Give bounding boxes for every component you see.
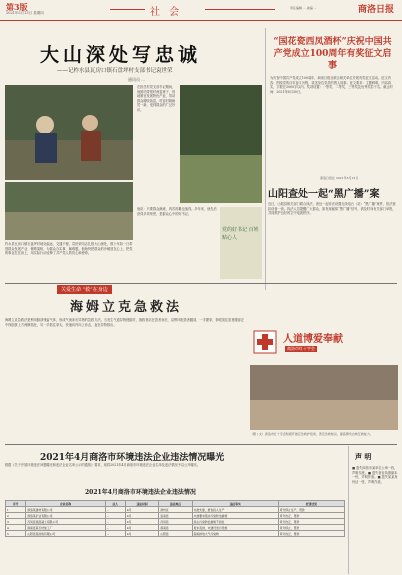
- masthead-bar: [0, 0, 402, 21]
- table-cell: 丹凤县某混凝土有限公司: [26, 519, 105, 525]
- env-col-header: 企业名称: [26, 501, 105, 507]
- table-cell: 未批先建，擅自投入生产: [192, 507, 278, 513]
- table-cell: 商州区: [159, 507, 192, 513]
- table-cell: ...: [105, 507, 125, 513]
- column-rule: [265, 28, 266, 290]
- article1-photo-3: [180, 85, 262, 203]
- table-cell: 责令停止，罚款: [278, 525, 344, 531]
- charity-photo: [250, 365, 398, 430]
- env-col-header: 法人: [105, 501, 125, 507]
- env-intro: 根据《关于开展环境违法问题曝光和违法企业名单公示的通知》要求，现将2021年4月商洛市环境违法企业名单及违法情况予以公开曝光。: [5, 463, 201, 467]
- env-col-header: 违法地点: [159, 501, 192, 507]
- table-cell: 4: [6, 525, 26, 531]
- table-row: [6, 531, 345, 537]
- article4-text: 海姆立克急救法是利用肺部残留气体，形成气流冲出异物的急救方法。当发生气道异物梗阻时，施救者站在患者身后，双臂环抱患者腰部，一手握拳，拳眼顶住患者腹部正中线肚脐上方两横指处，另一手抓住拳头，快速向内向上冲击，直至异物排出。: [5, 318, 245, 327]
- env-table: [5, 500, 345, 537]
- table-cell: 扬尘污染防治措施不到位: [192, 519, 278, 525]
- article1-photo: [5, 85, 133, 180]
- table-cell: 4月: [125, 507, 158, 513]
- statement-text: ■ 遗失商洛市某单位公章一枚，声明作废。■ 遗失营业执照副本一份，声明作废。■ 遗失某某身份证一张，声明作废。: [352, 466, 398, 484]
- table-cell: ...: [105, 513, 125, 519]
- article3-text: 近日，山阳县相关部门联合执法，查处一起非法设置无线电台（站）“黑广播”案件，依法查扣设备一套。执法人员提醒广大群众，如发现疑似“黑广播”信号，请及时向有关部门举报，共同维护良好的空中电波秩序。: [268, 202, 396, 216]
- charity-slogan: 人道博爱奉献: [283, 334, 343, 345]
- env-table-wrapper: [5, 500, 345, 537]
- charity-org: 商洛市红十字会: [287, 346, 315, 351]
- table-cell: ...: [105, 525, 125, 531]
- article1-quote: 党的好书记 百姓贴心人: [222, 227, 259, 241]
- table-cell: 超标排放大气污染物: [192, 531, 278, 537]
- divider-2: [5, 444, 397, 445]
- table-cell: 责令改正，罚款: [278, 531, 344, 537]
- table-cell: ...: [105, 519, 125, 525]
- table-cell: 商洛某矿业有限公司: [26, 513, 105, 519]
- env-col-header: 违法时间: [125, 501, 158, 507]
- table-cell: 废水直排，未建设治污设施: [192, 525, 278, 531]
- article1-subtitle: ——记柞水县瓦房口镇石盘坪村支部书记袁世荣: [57, 68, 173, 74]
- env-col-header: 违法事实: [192, 501, 278, 507]
- statement-title: 声 明: [355, 452, 372, 461]
- article2-text: 为庆祝中国共产党成立100周年，商洛日报社联合相关单位开展有奖征文活动。征文内容：围绕党的百年奋斗历程，讲述身边党员的感人故事。征文要求：主题鲜明，内容真实，字数在3000字以内。奖项设置：一等奖、二等奖、三等奖及优秀奖若干名。截止时间：2021年6月30日。: [270, 76, 393, 94]
- article2-footer: 商洛日报社 2021年5月13日: [320, 176, 359, 180]
- table-cell: 4月: [125, 513, 158, 519]
- article3-title: 山阳查处一起“黑广播”案: [268, 189, 380, 200]
- editor-credit: 责任编辑 ... 美编 ...: [290, 6, 317, 10]
- table-cell: 山阳县: [159, 531, 192, 537]
- column-rule-2: [348, 446, 349, 574]
- table-cell: 3: [6, 519, 26, 525]
- env-col-header: 处罚结果: [278, 501, 344, 507]
- table-cell: 4月: [125, 525, 158, 531]
- table-cell: 山阳县某冶炼有限公司: [26, 531, 105, 537]
- article1-title: 大山深处写忠诚: [40, 44, 202, 66]
- table-cell: 商洛某建材有限公司: [26, 507, 105, 513]
- article1-photo-2: [5, 182, 133, 240]
- table-cell: 洛南县: [159, 513, 192, 519]
- table-cell: 责令改正，罚款: [278, 513, 344, 519]
- table-cell: 责令改正，罚款: [278, 519, 344, 525]
- table-cell: 未按要求落实污染防治措施: [192, 513, 278, 519]
- section-title: 社 会: [150, 7, 183, 18]
- env-table-title: 2021年4月商洛市环境违法企业违法情况: [85, 489, 196, 496]
- issue-date: 2021年5月13日 星期四: [6, 11, 44, 15]
- quote-box: [220, 207, 262, 279]
- table-cell: 4月: [125, 519, 158, 525]
- env-title: 2021年4月商洛市环境违法企业违法情况曝光: [40, 453, 225, 463]
- article1-text-col3: 他说：只要群众满意，再苦再累也值得。多年来，他先后获得多项荣誉，是群众心中的好书记。: [137, 207, 217, 216]
- table-cell: 1: [6, 507, 26, 513]
- newspaper-logo: 商洛日报: [357, 5, 394, 15]
- charity-caption: （图 / 文）商洛市红十字会积极开展应急救护培训，普及急救知识，提高群众自救互救能力。: [250, 432, 373, 436]
- article4-banner: 关爱生命 “救”在身边: [57, 285, 112, 294]
- article4-title: 海姆立克急救法: [70, 300, 183, 315]
- table-cell: 2: [6, 513, 26, 519]
- table-cell: 商南县: [159, 525, 192, 531]
- env-col-header: 序号: [6, 501, 26, 507]
- table-cell: 5: [6, 531, 26, 537]
- table-cell: 商南县某石材加工厂: [26, 525, 105, 531]
- article1-text-col2: 在担任村党支部书记期间，他团结带领村两委班子，因地制宜发展特色产业，带动群众增收致富，村容村貌焕然一新，受到群众的广泛好评。: [137, 85, 176, 112]
- article1-byline: 通讯员 ...: [128, 77, 146, 82]
- table-cell: 4月: [125, 531, 158, 537]
- divider: [5, 283, 397, 284]
- table-cell: 责令停止生产，罚款: [278, 507, 344, 513]
- section-rule-left: [110, 9, 145, 10]
- table-cell: ...: [105, 531, 125, 537]
- section-rule-right: [205, 9, 275, 10]
- page-number: 第3版: [6, 2, 28, 12]
- article2-title: “国花瓷西凤酒杯”庆祝中国共产党成立100周年有奖征文启事: [273, 37, 392, 71]
- article1-text: 柞水县瓦房口镇石盘坪村地处偏远，交通不便，袁世荣同志扎根大山深处，数十年如一日带领群众发展产业、修路架桥，为群众办实事、解难题。他始终把群众的冷暖放在心上，把党的事业扛在肩上，用实际行动诠释了共产党人的初心和使命。: [5, 242, 133, 256]
- table-cell: 丹凤县: [159, 519, 192, 525]
